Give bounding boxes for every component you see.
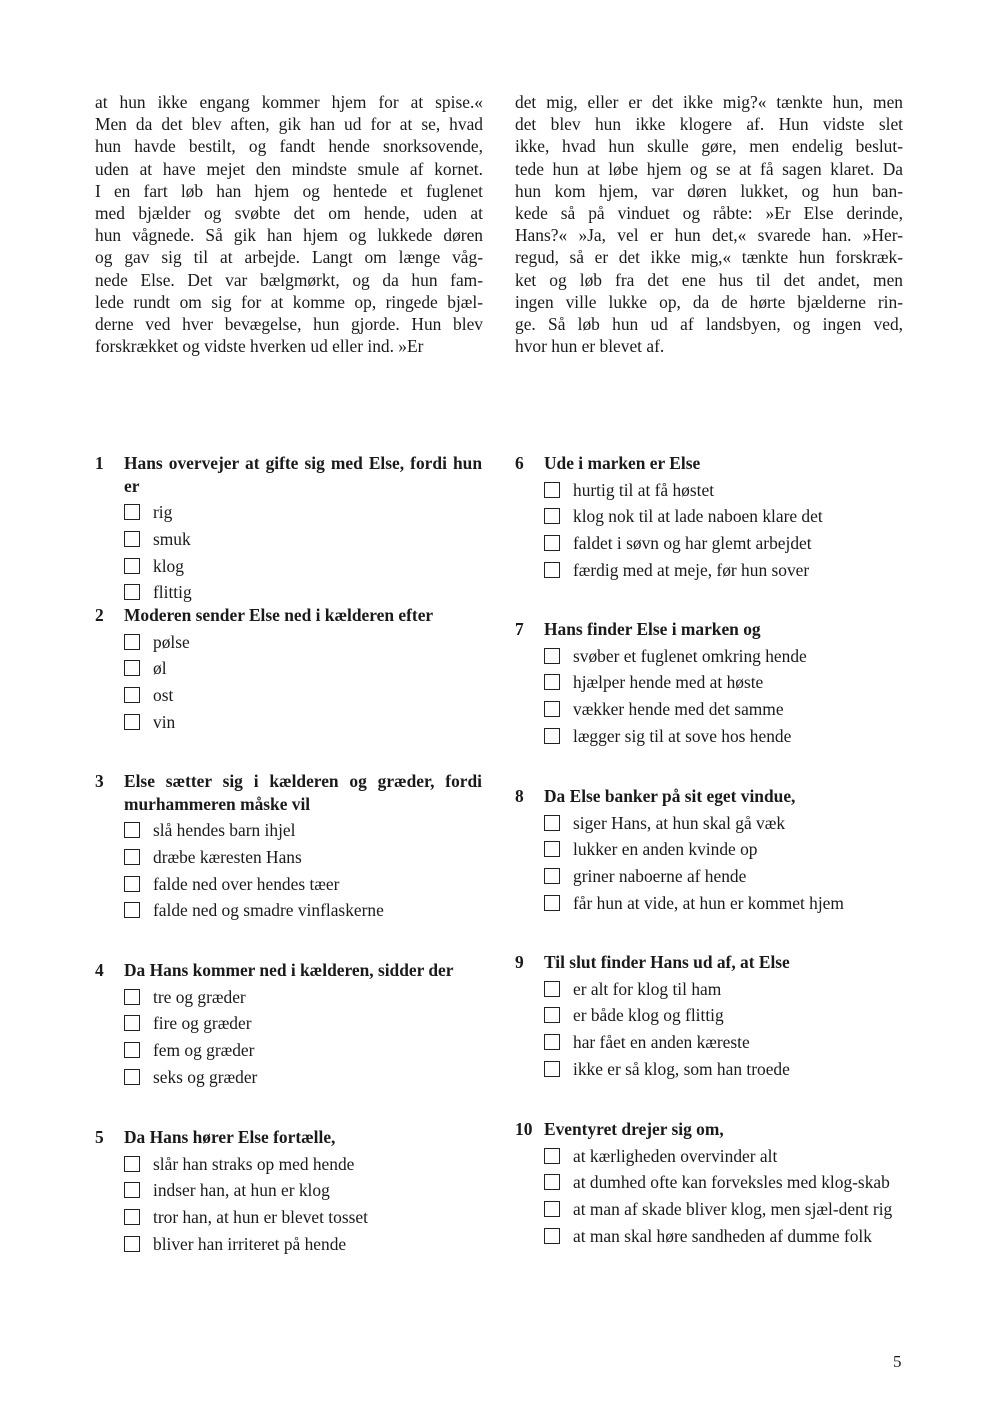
answer-option[interactable]: [544, 1058, 903, 1081]
question-number: 10: [515, 1119, 533, 1139]
answer-option[interactable]: [124, 528, 483, 551]
story-line: hun kom hjem, var døren lukket, og hun ban-: [515, 180, 903, 201]
answer-option[interactable]: [124, 899, 483, 922]
checkbox[interactable]: [124, 1015, 140, 1031]
answer-option-label: at man af skade bliver klog, men sjæl-dent rig: [573, 1199, 893, 1220]
answer-option[interactable]: [544, 479, 903, 502]
answer-option-label: seks og græder: [153, 1066, 258, 1087]
answer-option[interactable]: [124, 711, 483, 734]
answer-option[interactable]: [544, 532, 903, 555]
question-number: 9: [515, 952, 524, 972]
answer-option[interactable]: [544, 1225, 903, 1248]
answer-option-label: at man skal høre sandheden af dumme folk: [573, 1225, 872, 1246]
story-text-left: [95, 91, 483, 357]
story-text-right: [515, 91, 903, 357]
question-text: Moderen sender Else ned i kælderen efter: [124, 605, 434, 625]
checkbox[interactable]: [544, 562, 560, 578]
question-5: [95, 1126, 483, 1260]
answer-options: [95, 819, 483, 922]
answer-option[interactable]: [124, 986, 483, 1009]
question-text: Til slut finder Hans ud af, at Else: [544, 952, 790, 972]
story-line: nede Else. Det var bælgmørkt, og da hun fam-: [95, 269, 483, 290]
question-text: Da Hans hører Else fortælle,: [124, 1127, 336, 1147]
question-text: Eventyret drejer sig om,: [544, 1119, 724, 1139]
answer-options: [95, 986, 483, 1089]
question-header: [95, 1126, 483, 1149]
answer-option-label: griner naboerne af hende: [573, 866, 747, 887]
answer-options: [95, 1153, 483, 1256]
question-number: 3: [95, 771, 104, 791]
checkbox[interactable]: [124, 1182, 140, 1198]
answer-option-label: færdig med at meje, før hun sover: [573, 559, 810, 580]
answer-options: [95, 501, 483, 604]
question-10: [515, 1118, 903, 1252]
checkbox[interactable]: [124, 531, 140, 547]
answer-option-label: hjælper hende med at høste: [573, 672, 764, 693]
story-line: tede hun at løbe hjem og se at få sagen klaret. Da: [515, 158, 903, 179]
question-text: Ude i marken er Else: [544, 453, 701, 473]
story-line: at hun ikke engang kommer hjem for at spise.«: [95, 92, 483, 112]
question-number: 4: [95, 960, 104, 980]
answer-option-label: tror han, at hun er blevet tosset: [153, 1207, 368, 1228]
answer-option-label: hurtig til at få høstet: [573, 479, 715, 500]
answer-option-label: at dumhed ofte kan forveksles med klog-skab: [573, 1172, 890, 1193]
checkbox[interactable]: [124, 558, 140, 574]
question-number: 8: [515, 786, 524, 806]
answer-option-label: faldet i søvn og har glemt arbejdet: [573, 533, 812, 554]
story-line: det mig, eller er det ikke mig?« tænkte hun, men: [515, 92, 903, 112]
checkbox[interactable]: [544, 815, 560, 831]
story-line: I en fart løb han hjem og hentede et fuglenet: [95, 180, 483, 201]
checkbox[interactable]: [124, 1236, 140, 1252]
answer-option[interactable]: [124, 684, 483, 707]
answer-option[interactable]: [544, 698, 903, 721]
question-number: 5: [95, 1127, 104, 1147]
checkbox[interactable]: [124, 584, 140, 600]
answer-options: [515, 1145, 903, 1248]
checkbox[interactable]: [124, 849, 140, 865]
story-line: uden at have mejet den mindste smule af kornet.: [95, 158, 483, 179]
answer-option-label: flittig: [153, 582, 192, 603]
story-line: det blev hun ikke klogere af. Hun vidste slet: [515, 114, 903, 135]
question-text: Hans overvejer at gifte sig med Else, fordi hun er: [124, 453, 482, 496]
answer-option-label: bliver han irriteret på hende: [153, 1233, 347, 1254]
question-2: [95, 604, 483, 738]
checkbox[interactable]: [544, 895, 560, 911]
checkbox[interactable]: [544, 535, 560, 551]
story-line: ikke, hvad hun skulle gøre, men endelig beslut-: [515, 136, 903, 157]
answer-option-label: har fået en anden kæreste: [573, 1032, 750, 1053]
answer-option-label: lægger sig til at sove hos hende: [573, 725, 792, 746]
question-header: [515, 618, 903, 641]
question-header: [515, 1118, 903, 1141]
question-1: [95, 452, 483, 608]
answer-option[interactable]: [544, 892, 903, 915]
story-line: derne ved hver bevægelse, hun gjorde. Hun blev: [95, 314, 483, 335]
answer-option[interactable]: [544, 645, 903, 668]
story-line: hvor hun er blevet af.: [515, 336, 665, 357]
question-4: [95, 959, 483, 1093]
checkbox[interactable]: [124, 1209, 140, 1225]
answer-option-label: vin: [153, 711, 176, 732]
checkbox[interactable]: [124, 1156, 140, 1172]
answer-option[interactable]: [544, 1198, 903, 1221]
answer-option[interactable]: [544, 865, 903, 888]
answer-option-label: pølse: [153, 631, 190, 652]
answer-option[interactable]: [544, 978, 903, 1001]
answer-option[interactable]: [124, 581, 483, 604]
checkbox[interactable]: [544, 648, 560, 664]
question-text: Da Else banker på sit eget vindue,: [544, 786, 796, 806]
answer-option-label: ikke er så klog, som han troede: [573, 1058, 790, 1079]
answer-option[interactable]: [544, 1004, 903, 1027]
checkbox[interactable]: [544, 674, 560, 690]
answer-option-label: lukker en anden kvinde op: [573, 839, 758, 860]
checkbox[interactable]: [544, 841, 560, 857]
question-header: [95, 452, 483, 497]
checkbox[interactable]: [124, 1069, 140, 1085]
checkbox[interactable]: [124, 822, 140, 838]
question-number: 1: [95, 453, 104, 473]
checkbox[interactable]: [544, 1201, 560, 1217]
story-line: forskrækket og vidste hverken ud eller ind. »Er: [95, 336, 424, 357]
checkbox[interactable]: [124, 714, 140, 730]
question-header: [95, 604, 483, 627]
answer-option-label: fire og græder: [153, 1013, 252, 1034]
answer-options: [515, 812, 903, 915]
answer-option[interactable]: [544, 1145, 903, 1168]
question-9: [515, 951, 903, 1085]
question-header: [515, 785, 903, 808]
answer-option-label: at kærligheden overvinder alt: [573, 1145, 778, 1166]
answer-option[interactable]: [544, 1031, 903, 1054]
checkbox[interactable]: [124, 660, 140, 676]
question-7: [515, 618, 903, 752]
checkbox[interactable]: [124, 876, 140, 892]
answer-option[interactable]: [544, 812, 903, 835]
answer-option[interactable]: [124, 1039, 483, 1062]
page-number: 5: [893, 1352, 902, 1371]
answer-options: [515, 978, 903, 1081]
checkbox[interactable]: [544, 1061, 560, 1077]
checkbox[interactable]: [544, 508, 560, 524]
answer-option-label: klog nok til at lade naboen klare det: [573, 506, 823, 527]
story-line: og gav sig til at arbejde. Langt om længe våg-: [95, 247, 483, 268]
answer-option-label: falde ned og smadre vinflaskerne: [153, 900, 384, 921]
question-header: [515, 452, 903, 475]
question-text: Hans finder Else i marken og: [544, 619, 761, 639]
answer-option-label: er alt for klog til ham: [573, 978, 722, 999]
story-line: kede så på vinduet og råbte: »Er Else derinde,: [515, 203, 903, 224]
answer-option[interactable]: [544, 671, 903, 694]
answer-option-label: slår han straks op med hende: [153, 1153, 355, 1174]
answer-option-label: er både klog og flittig: [573, 1005, 724, 1026]
story-line: ingen ville lukke op, da de hørte bjælderne rin-: [515, 291, 903, 312]
checkbox[interactable]: [544, 868, 560, 884]
answer-option-label: falde ned over hendes tæer: [153, 873, 340, 894]
answer-option[interactable]: [124, 501, 483, 524]
story-line: Hans?« »Ja, vel er hun det,« svarede han. »Her-: [515, 225, 903, 246]
checkbox[interactable]: [544, 728, 560, 744]
checkbox[interactable]: [124, 902, 140, 918]
answer-option-label: slå hendes barn ihjel: [153, 820, 296, 840]
answer-option[interactable]: [544, 559, 903, 582]
answer-option[interactable]: [124, 1012, 483, 1035]
story-left-lines: [95, 91, 483, 357]
answer-option-label: fem og græder: [153, 1040, 255, 1061]
story-line: lede rundt om sig for at komme op, ringede bjæl-: [95, 291, 483, 312]
checkbox[interactable]: [544, 981, 560, 997]
checkbox[interactable]: [544, 1148, 560, 1164]
story-line: regud, så er det ikke mig,« tænkte hun forskræk-: [515, 247, 903, 268]
story-right-lines: [515, 91, 903, 357]
checkbox[interactable]: [544, 701, 560, 717]
checkbox[interactable]: [544, 482, 560, 498]
answer-option[interactable]: [124, 1153, 483, 1176]
answer-option[interactable]: [124, 873, 483, 896]
question-header: [95, 959, 483, 982]
checkbox[interactable]: [124, 1042, 140, 1058]
question-number: 2: [95, 605, 104, 625]
question-6: [515, 452, 903, 586]
checkbox[interactable]: [544, 1034, 560, 1050]
question-header: [95, 770, 483, 815]
story-line: hun vågnede. Så gik han hjem og lukkede døren: [95, 225, 483, 246]
checkbox[interactable]: [544, 1228, 560, 1244]
answer-option[interactable]: [124, 1179, 483, 1202]
answer-option[interactable]: [544, 725, 903, 748]
answer-option-label: dræbe kæresten Hans: [153, 846, 302, 867]
question-8: [515, 785, 903, 919]
story-line: med bjælder og svøbte det om hende, uden at: [95, 203, 483, 224]
question-number: 7: [515, 619, 524, 639]
answer-option-label: smuk: [153, 528, 191, 549]
answer-option[interactable]: [124, 819, 483, 842]
story-line: ge. Så løb hun ud af landsbyen, og ingen ved,: [515, 314, 903, 335]
answer-option[interactable]: [124, 631, 483, 654]
answer-option-label: tre og græder: [153, 986, 246, 1007]
answer-option-label: vækker hende med det samme: [573, 699, 784, 720]
checkbox[interactable]: [544, 1007, 560, 1023]
answer-option-label: rig: [153, 502, 173, 522]
answer-option[interactable]: [124, 657, 483, 680]
checkbox[interactable]: [124, 634, 140, 650]
answer-option-label: øl: [153, 658, 167, 679]
answer-option-label: ost: [153, 685, 174, 706]
answer-option-label: svøber et fuglenet omkring hende: [573, 645, 807, 666]
checkbox[interactable]: [124, 687, 140, 703]
answer-option[interactable]: [124, 1233, 483, 1256]
story-line: ket og løb fra det ene hus til det andet, men: [515, 269, 903, 290]
answer-option-label: får hun at vide, at hun er kommet hjem: [573, 892, 844, 913]
answer-option[interactable]: [124, 1206, 483, 1229]
answer-options: [515, 645, 903, 748]
answer-option[interactable]: [124, 555, 483, 578]
question-text: Else sætter sig i kælderen og græder, fordi murhammeren måske vil: [124, 771, 482, 814]
answer-options: [95, 631, 483, 734]
answer-options: [515, 479, 903, 582]
checkbox[interactable]: [124, 989, 140, 1005]
answer-option[interactable]: [544, 838, 903, 861]
question-text: Da Hans kommer ned i kælderen, sidder der: [124, 960, 454, 980]
question-number: 6: [515, 453, 524, 473]
question-header: [515, 951, 903, 974]
answer-option-label: klog: [153, 555, 184, 576]
question-3: [95, 770, 483, 926]
checkbox[interactable]: [124, 504, 140, 520]
answer-option[interactable]: [544, 505, 903, 528]
answer-option[interactable]: [124, 846, 483, 869]
story-line: hun havde bestilt, og fandt hende snorksovende,: [95, 136, 483, 157]
checkbox[interactable]: [544, 1174, 560, 1190]
answer-option-label: indser han, at hun er klog: [153, 1180, 330, 1201]
answer-option-label: siger Hans, at hun skal gå væk: [573, 812, 786, 833]
story-line: Men da det blev aften, gik han ud for at se, hvad: [95, 114, 483, 135]
answer-option[interactable]: [124, 1066, 483, 1089]
answer-option[interactable]: [544, 1171, 903, 1194]
